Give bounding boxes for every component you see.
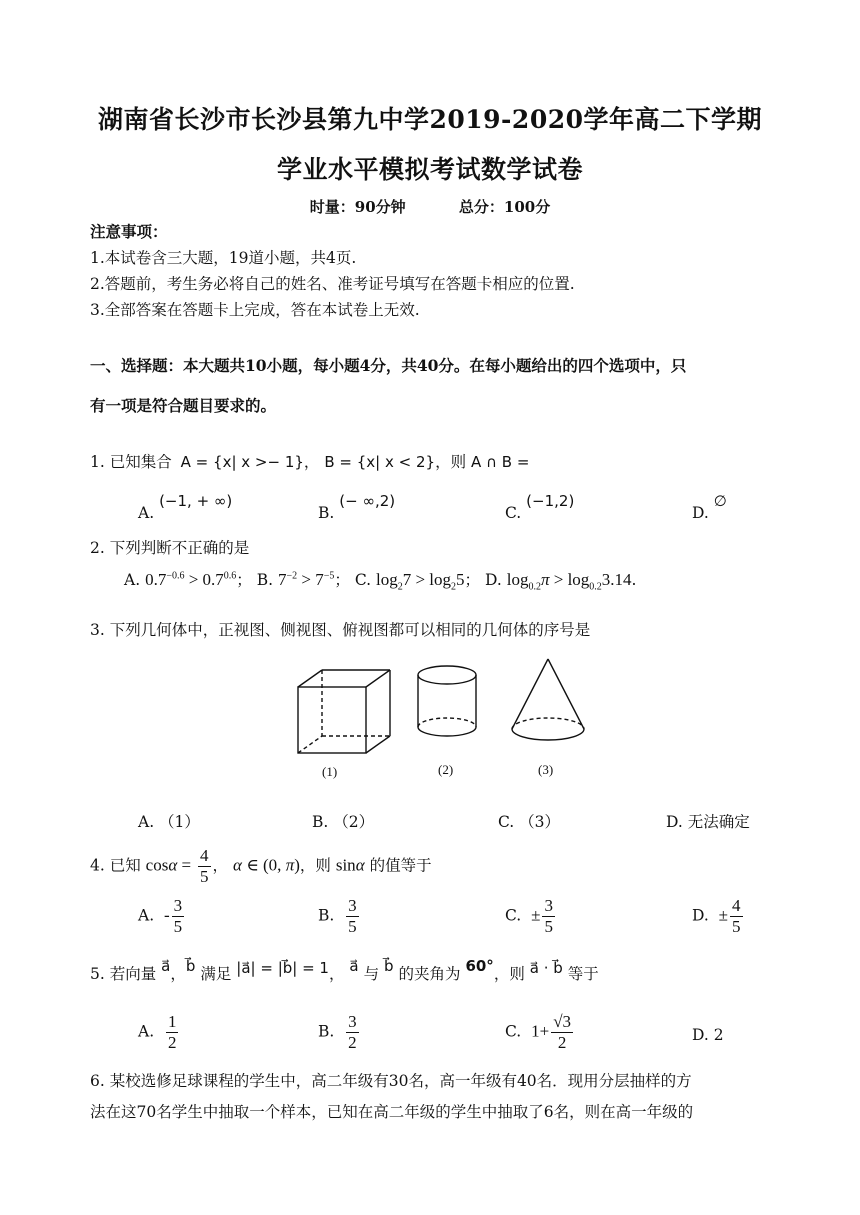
question-6-line1: 6. 某校选修足球课程的学生中，高二年级有30名，高一年级有40名．现用分层抽样的方 [90, 1072, 692, 1090]
question-2-stem: 2. 下列判断不正确的是 [90, 539, 250, 557]
time-limit: 时量：90分钟 [309, 198, 406, 216]
q1-option-d[interactable]: D. ∅ [692, 492, 727, 522]
q5-option-b[interactable]: B. $\frac{3}{2}$ [318, 1012, 357, 1052]
q3-option-d[interactable]: D. 无法确定 [666, 813, 750, 831]
q1-option-c[interactable]: C. (−1,2) [505, 492, 575, 522]
angle-value: 60° [465, 957, 494, 975]
exam-title-line2: 学业水平模拟考试数学试卷 [276, 155, 583, 184]
q5-option-d[interactable]: D. 2 [692, 1026, 724, 1044]
q5-option-c[interactable]: C. 1+ $\frac{√3}{2}$ [505, 1012, 572, 1052]
notice-item: 1.本试卷含三大题，19道小题，共4页. [90, 249, 357, 267]
figure-caption: (3) [538, 762, 554, 777]
q1-option-b[interactable]: B. (− ∞,2) [318, 492, 396, 522]
solids-figure [290, 655, 600, 755]
question-5-stem: 5. 若向量 a⃗，b⃗ 满足 |a⃗| = |b⃗| = 1， a⃗ 与 b⃗ 的夹角为 60°，则 a⃗ · b⃗ 等于 [90, 957, 599, 983]
notice-item: 2.答题前，考生务必将自己的姓名、准考证号填写在答题卡相应的位置. [90, 275, 575, 293]
section-heading [90, 346, 780, 426]
intersection-target: A ∩ B = [471, 453, 530, 471]
cylinder-figure [418, 666, 476, 736]
q4-option-c[interactable]: C. ± $\frac{3}{5}$ [505, 896, 553, 936]
question-3-stem: 3. 下列几何体中，正视图、侧视图、俯视图都可以相同的几何体的序号是 [90, 621, 591, 639]
section-heading-line1: 一、选择题：本大题共10小题，每小题4分，共40分。在每小题给出的四个选项中，只 [90, 356, 687, 375]
notice-item: 3.全部答案在答题卡上完成，答在本试卷上无效. [90, 301, 420, 319]
question-2-options: A. $0.7^{-0.6} > 0.7^{0.6}$； B. $7^{-2} > 7^{-5}$； C. $\log_27 > \log_25$； D. $\log_{0.2}\pi > \log_{0.2}3.14$. [124, 570, 637, 593]
vector-condition: |a⃗| = |b⃗| = 1 [236, 959, 329, 977]
question-6-stem [90, 1066, 780, 1128]
q3-option-a[interactable]: A. （1） [138, 813, 200, 831]
set-b: B = {x| x < 2} [324, 453, 436, 471]
q4-option-a[interactable]: A. - $\frac{3}{5}$ [138, 896, 183, 936]
notice-heading: 注意事项： [90, 222, 168, 241]
exam-meta [0, 196, 860, 217]
q3-option-b[interactable]: B. （2） [312, 813, 375, 831]
q5-option-a[interactable]: A. $\frac{1}{2}$ [138, 1012, 177, 1052]
q3-option-c[interactable]: C. （3） [498, 813, 561, 831]
q1-option-a[interactable]: A. (−1, + ∞) [138, 492, 233, 522]
cube-figure [298, 670, 390, 753]
figure-caption: (1) [322, 764, 338, 779]
figure-caption: (2) [438, 762, 454, 777]
question-4-stem: 4. 已知 cosα = $\frac{4}{5}$ ， α ∈ (0, π)，则 sinα 的值等于 [90, 846, 432, 886]
cone-figure [512, 659, 584, 740]
set-a: A = {x| x >− 1} [180, 453, 304, 471]
q4-option-b[interactable]: B. $\frac{3}{5}$ [318, 896, 357, 936]
question-1-stem: 1. 已知集合 A = {x| x >− 1}， B = {x| x < 2}，则 A ∩ B = [90, 453, 530, 471]
question-6-line2: 法在这70名学生中抽取一个样本，已知在高二年级的学生中抽取了6名，则在高一年级的 [90, 1103, 694, 1121]
total-score: 总分：100分 [458, 198, 551, 216]
q4-option-d[interactable]: D. ± $\frac{4}{5}$ [692, 896, 741, 936]
exam-title-line1: 湖南省长沙市长沙县第九中学2019-2020学年高二下学期 [97, 105, 763, 134]
section-heading-line2: 有一项是符合题目要求的。 [90, 396, 277, 415]
